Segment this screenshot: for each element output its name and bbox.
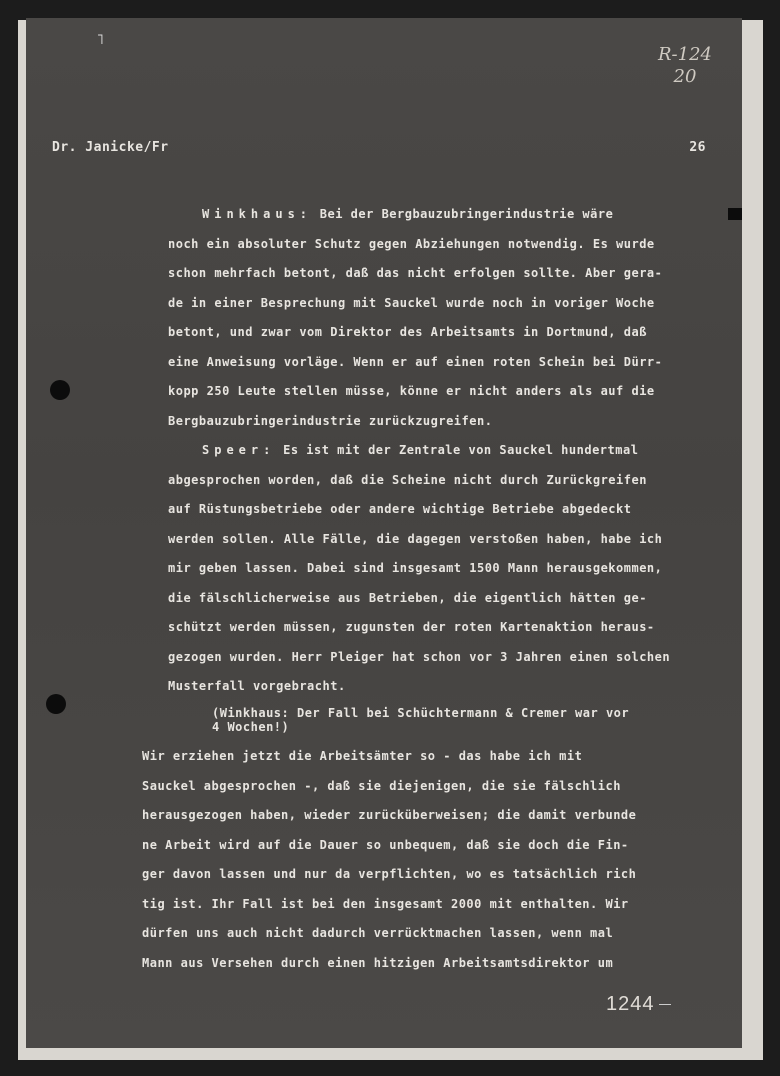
line: schützt werden müssen, zugunsten der roten Kartenaktion heraus- bbox=[168, 620, 655, 634]
line: ger davon lassen und nur da verpflichten, wo es tatsächlich rich bbox=[142, 867, 637, 881]
line: Musterfall vorgebracht. bbox=[168, 679, 346, 693]
note-line: 4 Wochen!) bbox=[212, 719, 290, 734]
line: dürfen uns auch nicht dadurch verrücktmachen lassen, wenn mal bbox=[142, 926, 614, 940]
page-number: 26 bbox=[689, 140, 706, 155]
line: de in einer Besprechung mit Sauckel wurde noch in voriger Woche bbox=[168, 295, 655, 310]
line: eine Anweisung vorläge. Wenn er auf einen roten Schein bei Dürr- bbox=[168, 354, 663, 369]
punch-hole-top bbox=[50, 380, 70, 400]
speaker-speer: Speer: bbox=[202, 443, 276, 457]
line: Bei der Bergbauzubringerindustrie wäre bbox=[319, 207, 614, 221]
line: mir geben lassen. Dabei sind insgesamt 1500 Mann herausgekommen, bbox=[168, 561, 663, 575]
line: betont, und zwar vom Direktor des Arbeitsamts in Dortmund, daß bbox=[168, 325, 647, 339]
author-line: Dr. Janicke/Fr bbox=[52, 140, 169, 155]
line: Sauckel abgesprochen -, daß sie diejenigen, die sie fälschlich bbox=[142, 778, 621, 793]
corner-tick-mark: ˥ bbox=[96, 32, 105, 48]
page-header bbox=[52, 140, 706, 155]
line: die fälschlicherweise aus Betrieben, die eigentlich hätten ge- bbox=[168, 590, 647, 605]
line: schon mehrfach betont, daß das nicht erfolgen sollte. Aber gera- bbox=[168, 266, 663, 280]
reference-line-2: 20 bbox=[673, 66, 697, 87]
reference-line-1: R-124 bbox=[658, 44, 712, 65]
paragraph-speer-continued bbox=[142, 742, 742, 978]
line: abgesprochen worden, daß die Scheine nicht durch Zurückgreifen bbox=[168, 472, 647, 487]
line: Mann aus Versehen durch einen hitzigen Arbeitsamtsdirektor um bbox=[142, 955, 614, 970]
line: Es ist mit der Zentrale von Sauckel hundertmal bbox=[283, 443, 639, 457]
note-line: (Winkhaus: Der Fall bei Schüchtermann & Cremer war vor bbox=[212, 705, 630, 720]
interjection-note bbox=[168, 702, 738, 742]
line: Bergbauzubringerindustrie zurückzugreifen. bbox=[168, 413, 493, 428]
handwritten-reference bbox=[658, 44, 712, 88]
speaker-winkhaus: Winkhaus: bbox=[202, 207, 313, 221]
line: noch ein absoluter Schutz gegen Abziehungen notwendig. Es wurde bbox=[168, 236, 655, 251]
punch-hole-bottom bbox=[46, 694, 66, 714]
line: tig ist. Ihr Fall ist bei den insgesamt 2000 mit enthalten. Wir bbox=[142, 896, 629, 911]
line: auf Rüstungsbetriebe oder andere wichtige Betriebe abgedeckt bbox=[168, 502, 632, 516]
line: kopp 250 Leute stellen müsse, könne er nicht anders als auf die bbox=[168, 384, 655, 398]
transcript-body bbox=[168, 200, 738, 742]
line: Wir erziehen jetzt die Arbeitsämter so - das habe ich mit bbox=[142, 749, 583, 763]
line: werden sollen. Alle Fälle, die dagegen verstoßen haben, habe ich bbox=[168, 531, 663, 546]
paragraph-winkhaus bbox=[168, 200, 738, 436]
line: ne Arbeit wird auf die Dauer so unbequem, daß sie doch die Fin- bbox=[142, 837, 629, 852]
line: gezogen wurden. Herr Pleiger hat schon vor 3 Jahren einen solchen bbox=[168, 649, 671, 664]
document-page bbox=[26, 18, 742, 1048]
line: herausgezogen haben, wieder zurücküberweisen; die damit verbunde bbox=[142, 808, 637, 822]
paragraph-speer bbox=[168, 436, 738, 702]
paragraph-continuation bbox=[142, 742, 742, 978]
archive-stamp-number: 1244 bbox=[606, 993, 671, 1016]
